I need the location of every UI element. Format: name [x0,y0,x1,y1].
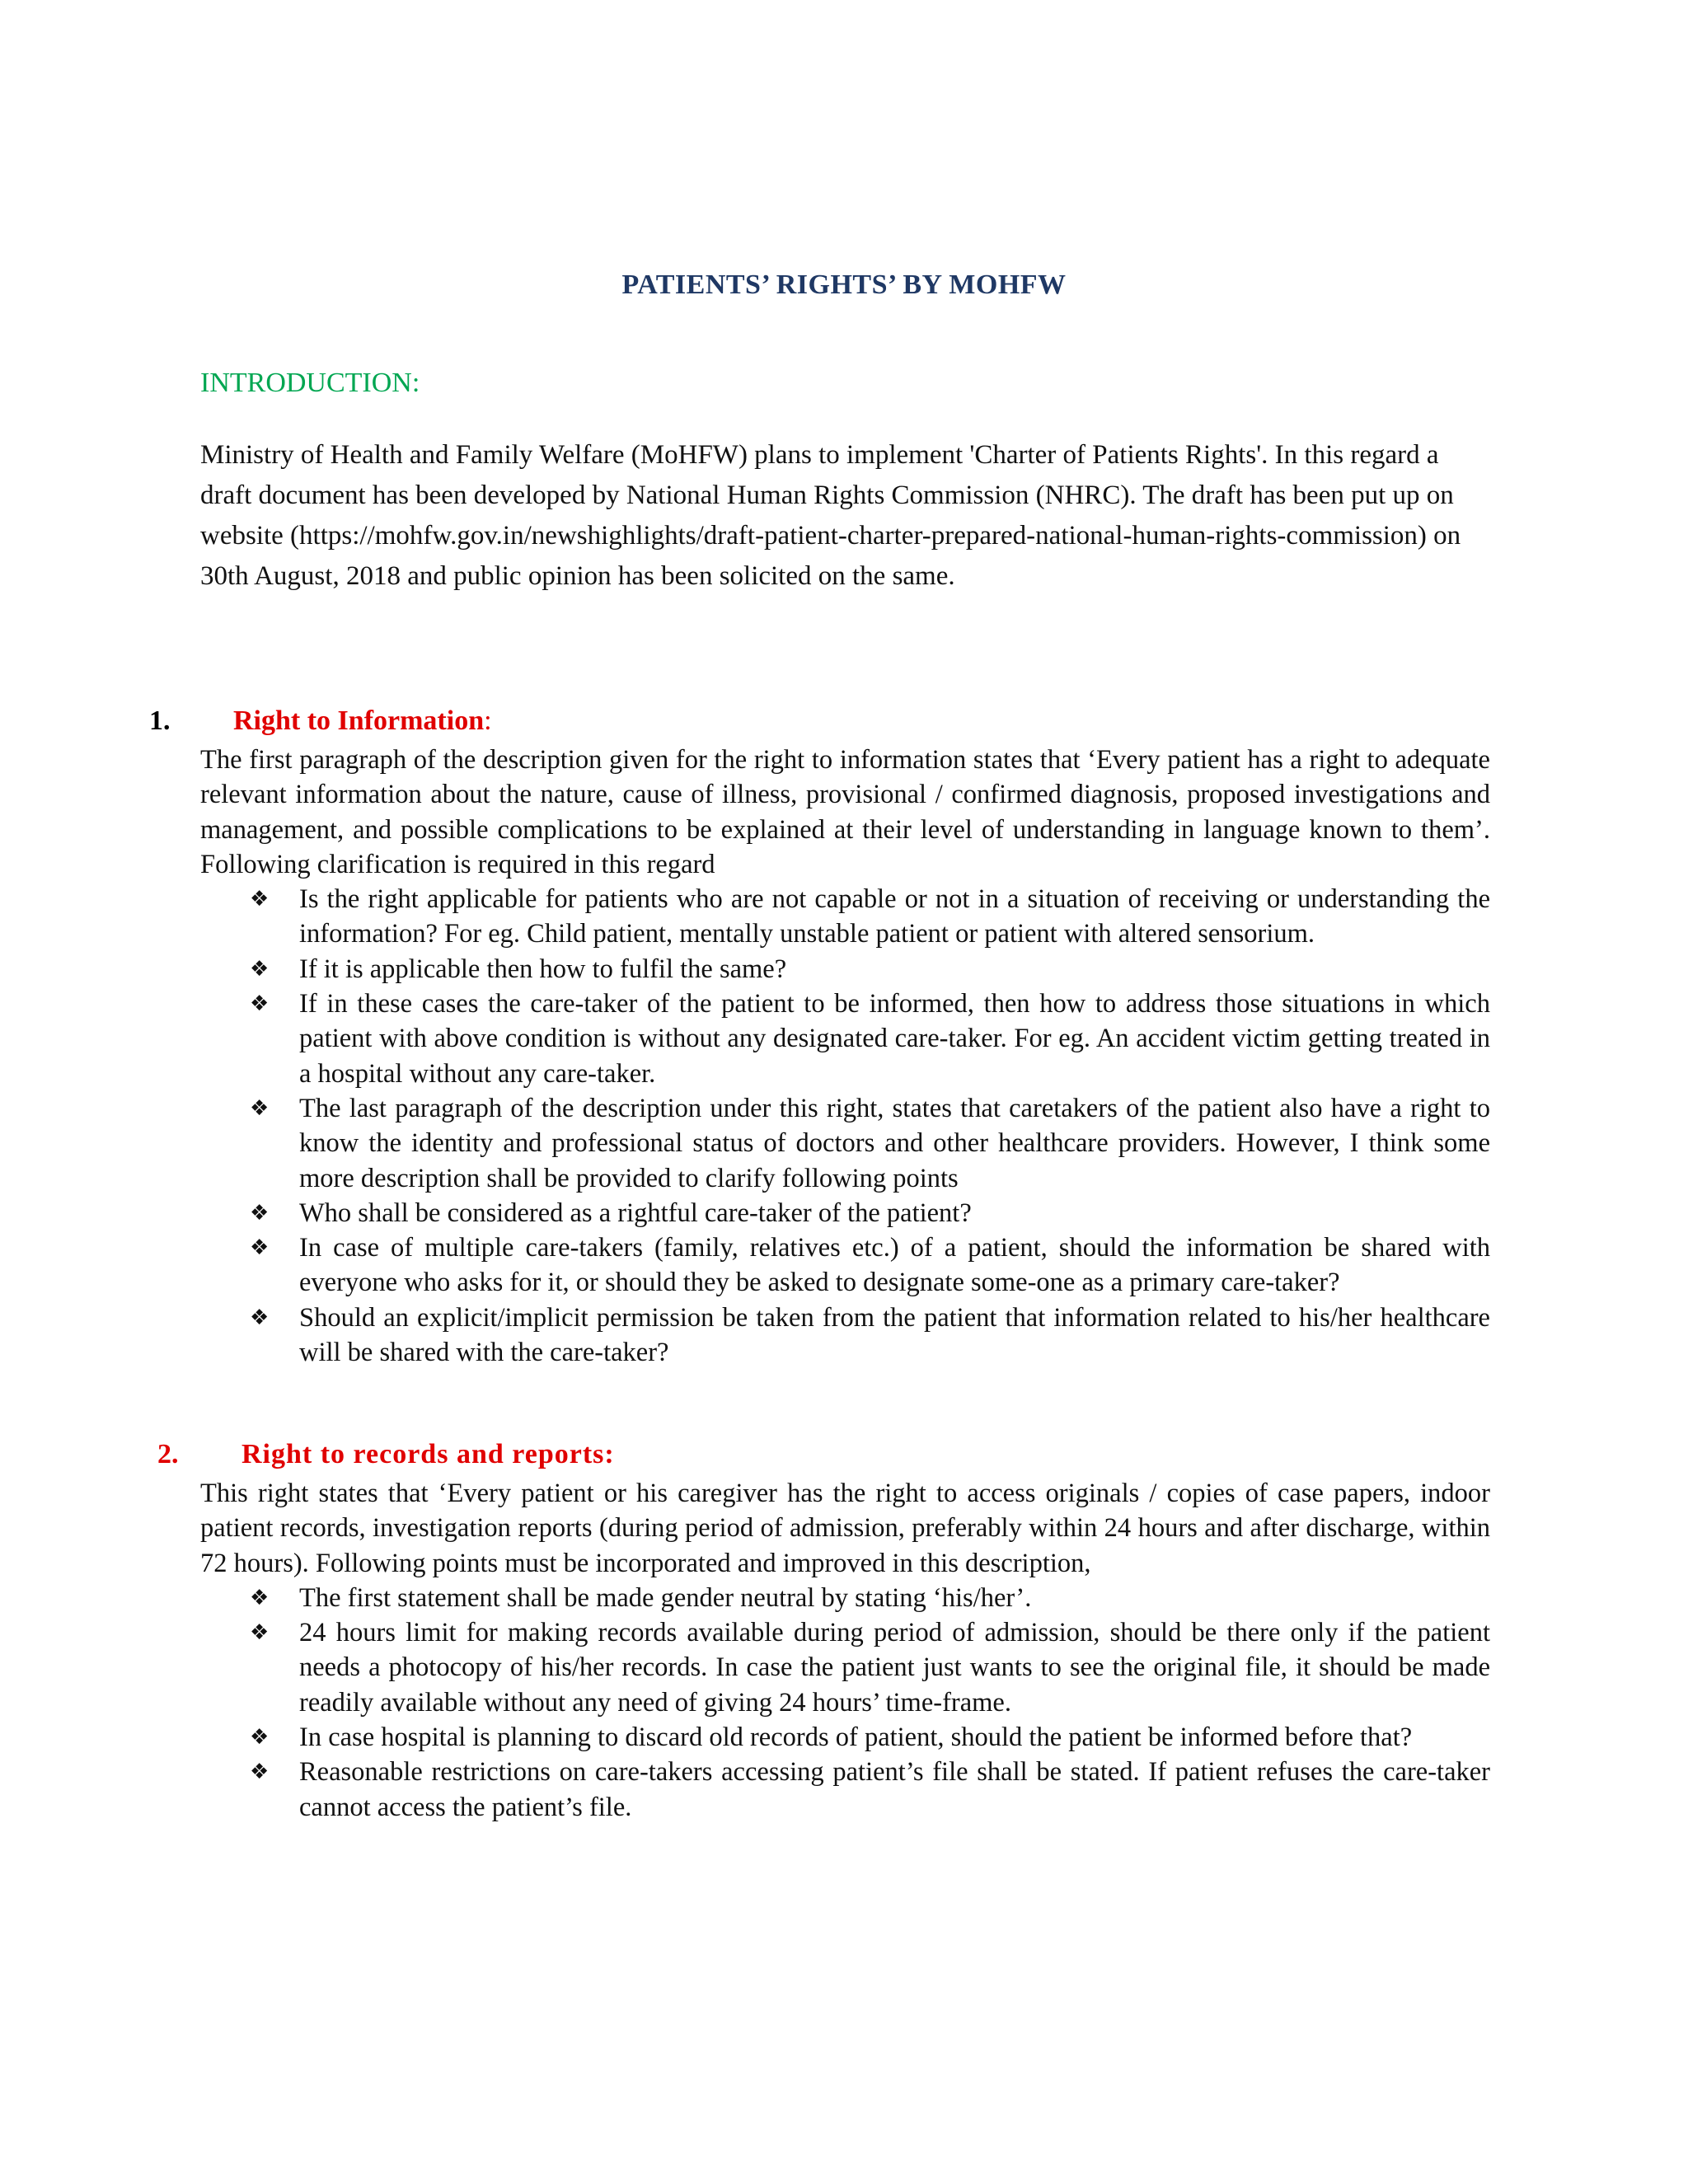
section-title [233,705,492,737]
bullet-text: Is the right applicable for patients who are not capable or not in a situation of receiving or understanding the information? For eg. Child patient, mentally unstable patient or patient with altered sensorium. [299,884,1490,949]
bullet-text: Who shall be considered as a rightful care-taker of the patient? [299,1197,972,1228]
section-heading [0,1439,1688,1476]
bullet-text: The first statement shall be made gender neutral by stating ‘his/her’. [299,1582,1032,1613]
four-diamond-bullet-icon: ❖ [250,1095,270,1121]
list-item [250,1230,1490,1301]
bullet-text: 24 hours limit for making records available during period of admission, should be there only if the patient needs a photocopy of his/her records. In case the patient just wants to see the original file, it should be made readily available without any need of giving 24 hours’ time-frame. [299,1618,1490,1718]
section-description: This right states that ‘Every patient or his caregiver has the right to access originals / copies of case papers, indoor patient records, investigation reports (during period of admission, preferably within 24 hours and after discharge, within 72 hours). Following points must be incorporated and improved in this description, [200,1479,1490,1578]
four-diamond-bullet-icon: ❖ [250,1725,270,1750]
bullet-text: If it is applicable then how to fulfil the same? [299,954,787,984]
list-item [250,1091,1490,1196]
bullet-text: If in these cases the care-taker of the patient to be informed, then how to address those situations in which patient with above condition is without any designated care-taker. For eg. An accident victim getting treated in a hospital without any care-taker. [299,989,1490,1089]
section-number: 2. [157,1439,179,1469]
bullet-text: In case hospital is planning to discard old records of patient, should the patient be informed before that? [299,1722,1413,1753]
list-item [250,1720,1490,1755]
section-right-to-records-and-reports [0,1439,1688,1825]
section-heading [0,705,1688,743]
list-item [250,882,1490,952]
section-description: The first paragraph of the description given for the right to information states that ‘Every patient has a right to adequate relevant information about the nature, cause of illness, provisional / confirmed diagnosis, proposed investigations and management, and possible complications to be explained at their level of understanding in language known to them’. Following clarification is required in this regard [200,745,1490,879]
bullet-list [250,1581,1490,1825]
four-diamond-bullet-icon: ❖ [250,1760,270,1785]
introduction-heading: INTRODUCTION: [200,368,420,398]
section-title-text: Right to records and reports: [241,1439,615,1469]
four-diamond-bullet-icon: ❖ [250,1200,270,1226]
four-diamond-bullet-icon: ❖ [250,991,270,1017]
list-item [250,952,1490,987]
bullet-list [250,882,1490,1370]
four-diamond-bullet-icon: ❖ [250,1585,270,1610]
list-item [250,1581,1490,1615]
list-item [250,1196,1490,1230]
document-title: PATIENTS’ RIGHTS’ BY MOHFW [621,269,1067,300]
bullet-text: Reasonable restrictions on care-takers accessing patient’s file shall be stated. If patient refuses the care-taker cannot access the patient’s file. [299,1757,1490,1822]
section-title-colon: : [484,705,492,736]
bullet-text: The last paragraph of the description under this right, states that caretakers of the patient also have a right to know the identity and professional status of doctors and other healthcare providers. However, I think some more description shall be provided to clarify following points [299,1093,1490,1193]
introduction-paragraph: Ministry of Health and Family Welfare (MoHFW) plans to implement 'Charter of Patients Rights'. In this regard a draft document has been developed by National Human Rights Commission (NHRC). The draft has been put up on website (https://mohfw.gov.in/newshighlights/draft-patient-charter-prepared-national-human-rights-commission) on 30th August, 2018 and public opinion has been solicited on the same. [200,440,1461,591]
list-item [250,1301,1490,1371]
section-title-text: Right to Information [233,705,485,736]
list-item [250,1615,1490,1720]
four-diamond-bullet-icon: ❖ [250,956,270,982]
four-diamond-bullet-icon: ❖ [250,1620,270,1646]
four-diamond-bullet-icon: ❖ [250,1305,270,1330]
bullet-text: In case of multiple care-takers (family, relatives etc.) of a patient, should the information be shared with everyone who asks for it, or should they be asked to designate some-one as a primary care-taker? [299,1233,1490,1298]
four-diamond-bullet-icon: ❖ [250,887,270,912]
section-number: 1. [149,705,171,736]
list-item [250,987,1490,1091]
section-title [241,1439,615,1470]
list-item [250,1755,1490,1825]
section-right-to-information [0,705,1688,1370]
four-diamond-bullet-icon: ❖ [250,1235,270,1261]
bullet-text: Should an explicit/implicit permission be taken from the patient that information related to his/her healthcare will be shared with the care-taker? [299,1302,1490,1368]
